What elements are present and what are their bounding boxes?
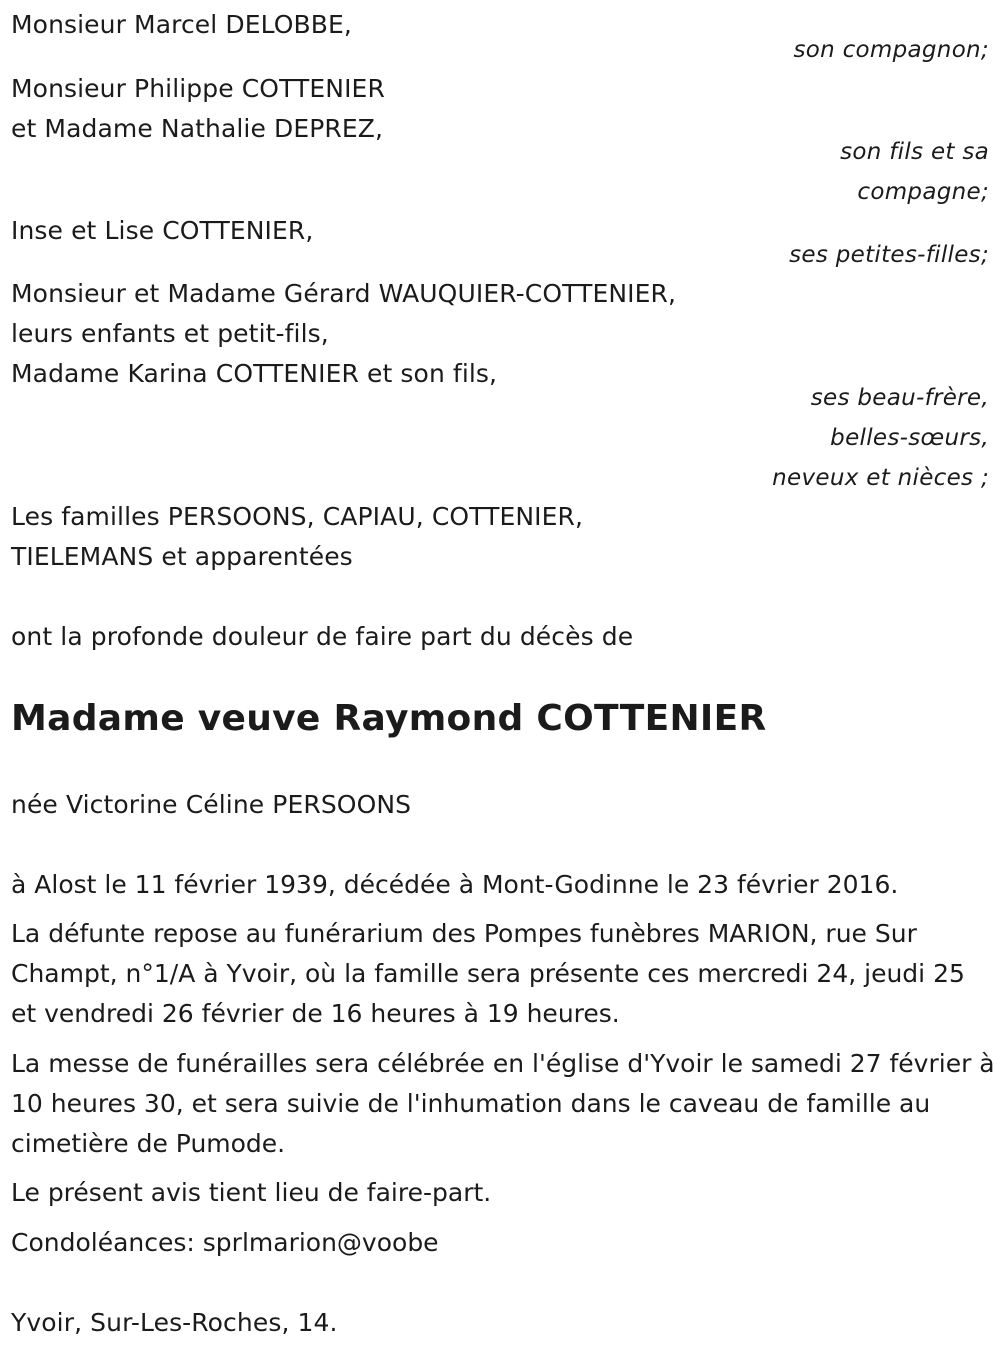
condolences-paragraph: Condoléances: sprlmarion@voobe bbox=[11, 1228, 439, 1257]
deceased-name: Madame veuve Raymond COTTENIER bbox=[11, 698, 767, 739]
relation-label: son fils et sa bbox=[840, 139, 989, 165]
relation-label: belles-sœurs, bbox=[830, 425, 989, 451]
mourner-line: TIELEMANS et apparentées bbox=[11, 542, 353, 571]
birth-name: née Victorine Céline PERSOONS bbox=[11, 790, 412, 819]
repose-paragraph: La défunte repose au funérarium des Pompes funèbres MARION, rue Sur Champt, n°1/A à Yvoir, où la famille sera présente ces mercredi 24, jeudi 25 et vendredi 26 février de 16 heures à 19 heures. bbox=[11, 919, 965, 1028]
mourner-line: Les familles PERSOONS, CAPIAU, COTTENIER, bbox=[11, 502, 584, 531]
mourner-line: leurs enfants et petit-fils, bbox=[11, 319, 329, 348]
relation-label: son compagnon; bbox=[793, 37, 989, 63]
mourner-line: Monsieur Philippe COTTENIER bbox=[11, 74, 385, 103]
dates-paragraph: à Alost le 11 février 1939, décédée à Mont-Godinne le 23 février 2016. bbox=[11, 870, 899, 899]
mourner-line: et Madame Nathalie DEPREZ, bbox=[11, 114, 384, 143]
notice-paragraph: Le présent avis tient lieu de faire-part. bbox=[11, 1178, 492, 1207]
mourner-line: Monsieur et Madame Gérard WAUQUIER-COTTENIER, bbox=[11, 279, 677, 308]
announcement-text: ont la profonde douleur de faire part du décès de bbox=[11, 622, 634, 651]
relation-label: neveux et nièces ; bbox=[772, 465, 989, 491]
address-line: Yvoir, Sur-Les-Roches, 14. bbox=[11, 1308, 338, 1337]
funeral-paragraph: La messe de funérailles sera célébrée en l'église d'Yvoir le samedi 27 février à 10 heures 30, et sera suivie de l'inhumation dans le caveau de famille au cimetière de Pumode. bbox=[11, 1049, 995, 1158]
mourner-line: Monsieur Marcel DELOBBE, bbox=[11, 10, 352, 39]
relation-label: ses petites-filles; bbox=[789, 242, 989, 268]
mourner-line: Inse et Lise COTTENIER, bbox=[11, 216, 314, 245]
mourner-line: Madame Karina COTTENIER et son fils, bbox=[11, 359, 498, 388]
relation-label: compagne; bbox=[857, 179, 989, 205]
relation-label: ses beau-frère, bbox=[810, 385, 989, 411]
